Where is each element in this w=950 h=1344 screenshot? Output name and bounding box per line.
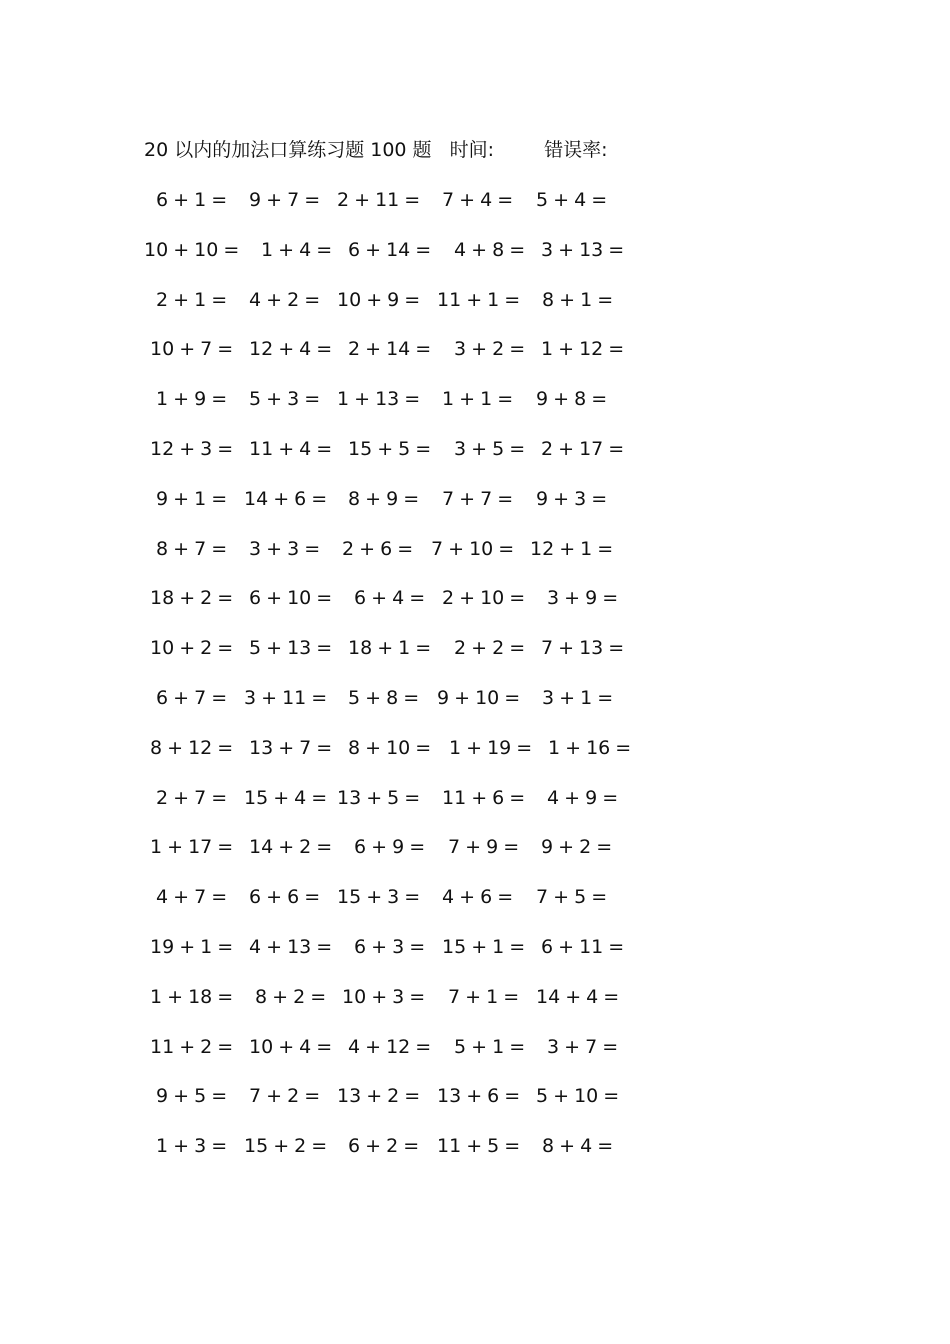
problem-item: 1 + 1 =	[442, 388, 514, 411]
problem-item: 1 + 13 =	[337, 388, 421, 411]
problem-item: 1 + 17 =	[150, 836, 234, 859]
problem-item: 2 + 1 =	[156, 288, 228, 311]
problem-item: 6 + 14 =	[348, 238, 432, 261]
problem-item: 3 + 5 =	[454, 437, 526, 460]
problem-item: 13 + 2 =	[337, 1085, 421, 1108]
problem-item: 15 + 5 =	[348, 437, 432, 460]
error-rate-label: 错误率:	[544, 139, 608, 161]
problem-item: 11 + 2 =	[150, 1035, 234, 1058]
problem-item: 1 + 3 =	[156, 1135, 228, 1158]
problem-item: 15 + 2 =	[244, 1135, 328, 1158]
problem-grid	[0, 186, 950, 1182]
problem-item: 6 + 2 =	[348, 1135, 420, 1158]
problem-item: 9 + 2 =	[541, 836, 613, 859]
problem-item: 3 + 13 =	[541, 238, 625, 261]
problem-item: 13 + 7 =	[249, 736, 333, 759]
problem-item: 4 + 8 =	[454, 238, 526, 261]
problem-item: 1 + 4 =	[261, 238, 333, 261]
problem-row	[0, 784, 950, 834]
problem-item: 10 + 4 =	[249, 1035, 333, 1058]
problem-item: 2 + 11 =	[337, 189, 421, 211]
problem-item: 6 + 9 =	[354, 836, 426, 859]
problem-item: 9 + 5 =	[156, 1085, 228, 1108]
problem-item: 2 + 17 =	[541, 437, 625, 460]
problem-item: 6 + 7 =	[156, 686, 228, 709]
problem-item: 6 + 3 =	[354, 935, 426, 958]
problem-item: 6 + 10 =	[249, 587, 333, 610]
worksheet-title: 20 以内的加法口算练习题 100 题	[144, 139, 432, 161]
problem-item: 12 + 1 =	[530, 537, 614, 560]
problem-item: 8 + 1 =	[542, 288, 614, 311]
problem-row	[0, 883, 950, 933]
problem-item: 10 + 2 =	[150, 637, 234, 660]
problem-item: 12 + 3 =	[150, 437, 234, 460]
problem-row	[0, 634, 950, 684]
problem-item: 11 + 5 =	[437, 1135, 521, 1158]
problem-row	[0, 983, 950, 1033]
problem-item: 7 + 1 =	[448, 985, 520, 1008]
problem-item: 11 + 1 =	[437, 288, 521, 311]
problem-item: 3 + 7 =	[547, 1035, 619, 1058]
problem-item: 3 + 3 =	[249, 537, 321, 560]
problem-item: 10 + 10 =	[144, 238, 240, 261]
problem-row	[0, 485, 950, 535]
problem-item: 14 + 6 =	[244, 487, 328, 510]
problem-item: 3 + 9 =	[547, 587, 619, 610]
problem-item: 9 + 7 =	[249, 189, 321, 211]
problem-item: 4 + 7 =	[156, 886, 228, 909]
time-label: 时间:	[449, 139, 495, 161]
problem-item: 11 + 4 =	[249, 437, 333, 460]
problem-row	[0, 335, 950, 385]
problem-row	[0, 734, 950, 784]
problem-item: 2 + 2 =	[454, 637, 526, 660]
problem-item: 7 + 7 =	[442, 487, 514, 510]
problem-item: 2 + 10 =	[442, 587, 526, 610]
problem-item: 5 + 3 =	[249, 388, 321, 411]
problem-item: 8 + 7 =	[156, 537, 228, 560]
problem-row	[0, 1132, 950, 1182]
problem-item: 1 + 16 =	[548, 736, 632, 759]
problem-item: 2 + 14 =	[348, 338, 432, 361]
problem-item: 7 + 9 =	[448, 836, 520, 859]
problem-item: 13 + 5 =	[337, 786, 421, 809]
problem-item: 5 + 10 =	[536, 1085, 620, 1108]
problem-row	[0, 286, 950, 336]
problem-row	[0, 236, 950, 286]
problem-row	[0, 584, 950, 634]
problem-item: 3 + 1 =	[542, 686, 614, 709]
problem-row	[0, 186, 950, 236]
problem-item: 4 + 13 =	[249, 935, 333, 958]
problem-item: 7 + 10 =	[431, 537, 515, 560]
problem-item: 1 + 9 =	[156, 388, 228, 411]
problem-item: 8 + 10 =	[348, 736, 432, 759]
problem-item: 9 + 8 =	[536, 388, 608, 411]
problem-item: 5 + 13 =	[249, 637, 333, 660]
problem-row	[0, 385, 950, 435]
problem-item: 8 + 2 =	[255, 985, 327, 1008]
worksheet-header	[144, 136, 607, 164]
problem-item: 4 + 2 =	[249, 288, 321, 311]
problem-row	[0, 1033, 950, 1083]
problem-item: 8 + 12 =	[150, 736, 234, 759]
problem-row	[0, 933, 950, 983]
problem-item: 4 + 12 =	[348, 1035, 432, 1058]
problem-item: 1 + 18 =	[150, 985, 234, 1008]
problem-item: 15 + 1 =	[442, 935, 526, 958]
problem-item: 2 + 7 =	[156, 786, 228, 809]
problem-item: 15 + 4 =	[244, 786, 328, 809]
problem-item: 9 + 10 =	[437, 686, 521, 709]
problem-item: 14 + 2 =	[249, 836, 333, 859]
problem-item: 5 + 8 =	[348, 686, 420, 709]
problem-item: 7 + 5 =	[536, 886, 608, 909]
problem-row	[0, 684, 950, 734]
problem-item: 8 + 4 =	[542, 1135, 614, 1158]
problem-item: 10 + 7 =	[150, 338, 234, 361]
problem-item: 18 + 2 =	[150, 587, 234, 610]
problem-item: 5 + 4 =	[536, 189, 608, 211]
problem-row	[0, 535, 950, 585]
problem-item: 1 + 19 =	[449, 736, 533, 759]
problem-item: 6 + 6 =	[249, 886, 321, 909]
problem-item: 9 + 3 =	[536, 487, 608, 510]
problem-item: 19 + 1 =	[150, 935, 234, 958]
problem-item: 1 + 12 =	[541, 338, 625, 361]
problem-item: 6 + 4 =	[354, 587, 426, 610]
problem-row	[0, 435, 950, 485]
problem-row	[0, 833, 950, 883]
problem-item: 7 + 4 =	[442, 189, 514, 211]
problem-item: 13 + 6 =	[437, 1085, 521, 1108]
problem-item: 10 + 3 =	[342, 985, 426, 1008]
problem-item: 6 + 1 =	[156, 189, 228, 211]
problem-item: 7 + 2 =	[249, 1085, 321, 1108]
problem-item: 14 + 4 =	[536, 985, 620, 1008]
problem-item: 11 + 6 =	[442, 786, 526, 809]
problem-item: 5 + 1 =	[454, 1035, 526, 1058]
problem-item: 12 + 4 =	[249, 338, 333, 361]
problem-item: 8 + 9 =	[348, 487, 420, 510]
problem-item: 2 + 6 =	[342, 537, 414, 560]
problem-item: 7 + 13 =	[541, 637, 625, 660]
problem-item: 3 + 11 =	[244, 686, 328, 709]
problem-item: 4 + 6 =	[442, 886, 514, 909]
problem-item: 6 + 11 =	[541, 935, 625, 958]
problem-item: 3 + 2 =	[454, 338, 526, 361]
problem-item: 10 + 9 =	[337, 288, 421, 311]
problem-row	[0, 1082, 950, 1132]
problem-item: 15 + 3 =	[337, 886, 421, 909]
problem-item: 4 + 9 =	[547, 786, 619, 809]
problem-item: 18 + 1 =	[348, 637, 432, 660]
problem-item: 9 + 1 =	[156, 487, 228, 510]
